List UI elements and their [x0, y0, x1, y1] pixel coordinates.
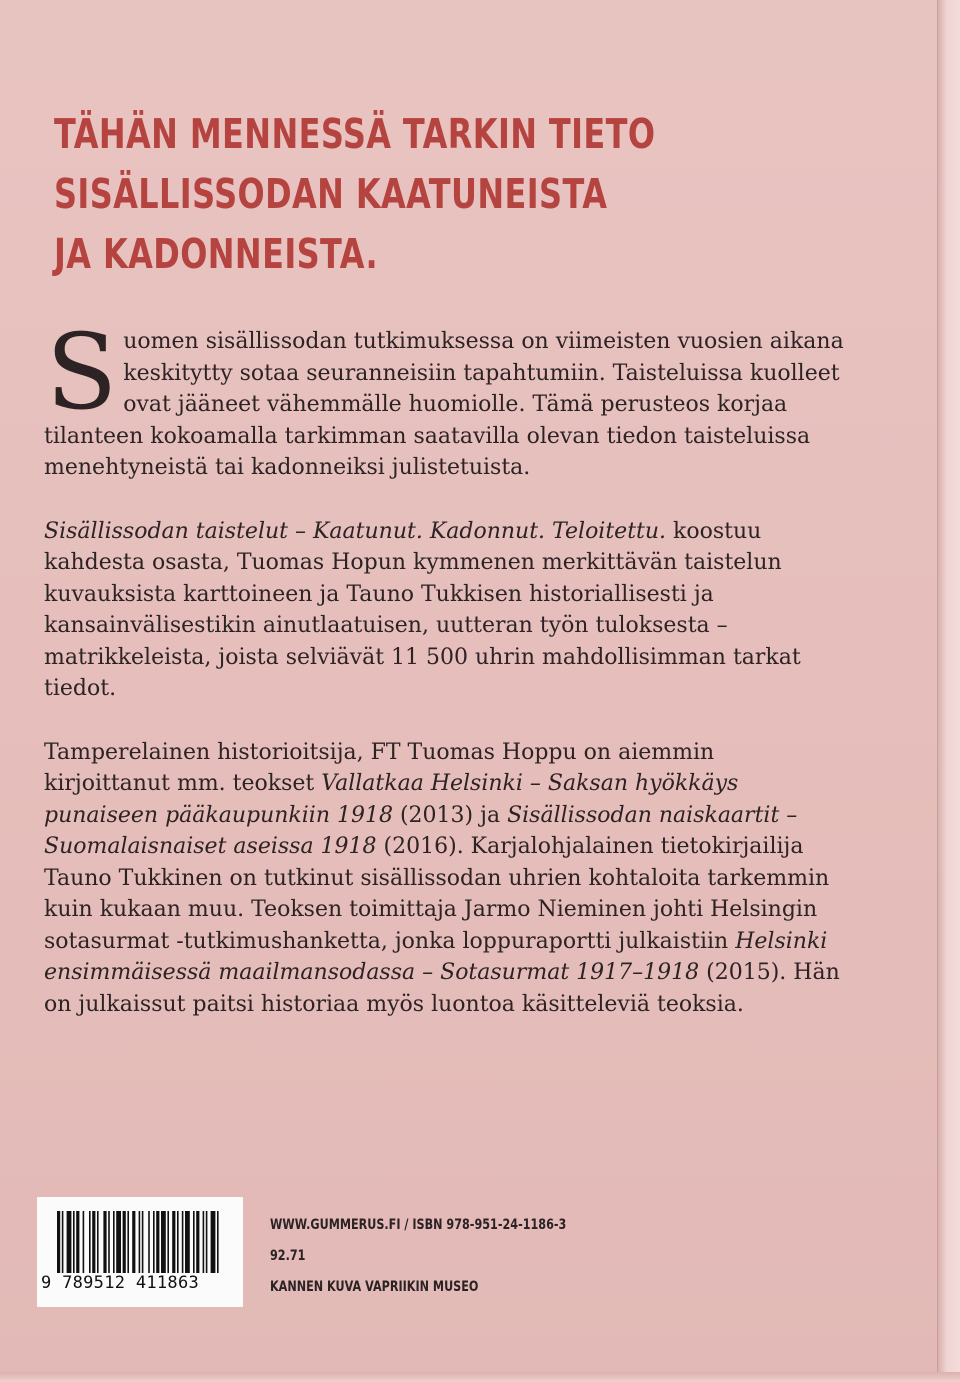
- authors-text-1: Tamperelainen historioitsija, FT Tuomas Hoppu on aiemmin kirjoittanut mm. teokset: [44, 739, 715, 796]
- authors-text-4: (2015). Hän on julkaissut paitsi historiaa myös luontoa käsitteleviä teoksia.: [44, 960, 840, 1017]
- intro-paragraph: [44, 311, 844, 484]
- publisher-isbn: WWW.GUMMERUS.FI / ISBN 978-951-24-1186-3: [270, 1217, 567, 1233]
- authors-text-3: (2016). Karjalohjalainen tietokirjailija Tauno Tukkinen on tutkinut sisällissodan uhrien kohtaloita tarkemmin kuin kukaan muu. Teoksen toimittaja Jarmo Nieminen johti Helsingin sotasurmat -tutkimushanketta, jonka loppuraportti julkaistiin: [44, 834, 830, 954]
- work-title-3: Helsinki ensimmäisessä maailmansodassa – Sotasurmat 1917–1918: [44, 928, 828, 985]
- headline-line-1: TÄHÄN MENNESSÄ TARKIN TIETO: [54, 110, 656, 158]
- classification-code: 92.71: [270, 1248, 306, 1264]
- isbn-barcode: [37, 1197, 243, 1307]
- barcode-bars-icon: [37, 1197, 243, 1275]
- contents-paragraph: [44, 516, 844, 705]
- blurb-text: [44, 311, 844, 1052]
- headline: [54, 104, 656, 284]
- cover-edge: [937, 0, 960, 1382]
- imprint: [270, 1210, 566, 1303]
- authors-paragraph: [44, 737, 844, 1021]
- work-title-2: Sisällissodan naiskaartit – Suomalaisnaiset aseissa 1918: [44, 802, 798, 859]
- book-title: Sisällissodan taistelut – Kaatunut. Kadonnut. Teloitettu.: [44, 518, 667, 544]
- contents-text: koostuu kahdesta osasta, Tuomas Hopun kymmenen merkittävän taistelun kuvauksista karttoineen ja Tauno Tukkisen historiallisesti ja kansainvälisestikin ainutlaatuisen, uutteran työn tuloksesta – matrikkeleista, joista selviävät 11 500 uhrin mahdollisimman tarkat tiedot.: [44, 518, 801, 701]
- headline-line-2: SISÄLLISSODAN KAATUNEISTA: [54, 170, 608, 218]
- work-title-1: Vallatkaa Helsinki – Saksan hyökkäys punaiseen pääkaupunkiin 1918: [44, 771, 739, 828]
- intro-text: uomen sisällissodan tutkimuksessa on viimeisten vuosien aikana keskitytty sotaa seuranneisiin tapahtumiin. Taisteluissa kuolleet ovat jääneet vähemmälle huomiolle. Tämä perusteos korjaa tilanteen kokoamalla tarkimman saatavilla olevan tiedon taisteluissa menehtyneistä tai kadonneiksi julistetuista.: [44, 329, 844, 480]
- headline-line-3: JA KADONNEISTA.: [54, 230, 379, 278]
- cover-bottom-edge: [0, 1372, 960, 1382]
- drop-cap: S: [46, 311, 118, 433]
- cover-credit: KANNEN KUVA VAPRIIKIN MUSEO: [270, 1279, 479, 1295]
- barcode-digits: 9 789512 411863: [41, 1273, 200, 1293]
- authors-text-2: (2013) ja: [392, 802, 508, 828]
